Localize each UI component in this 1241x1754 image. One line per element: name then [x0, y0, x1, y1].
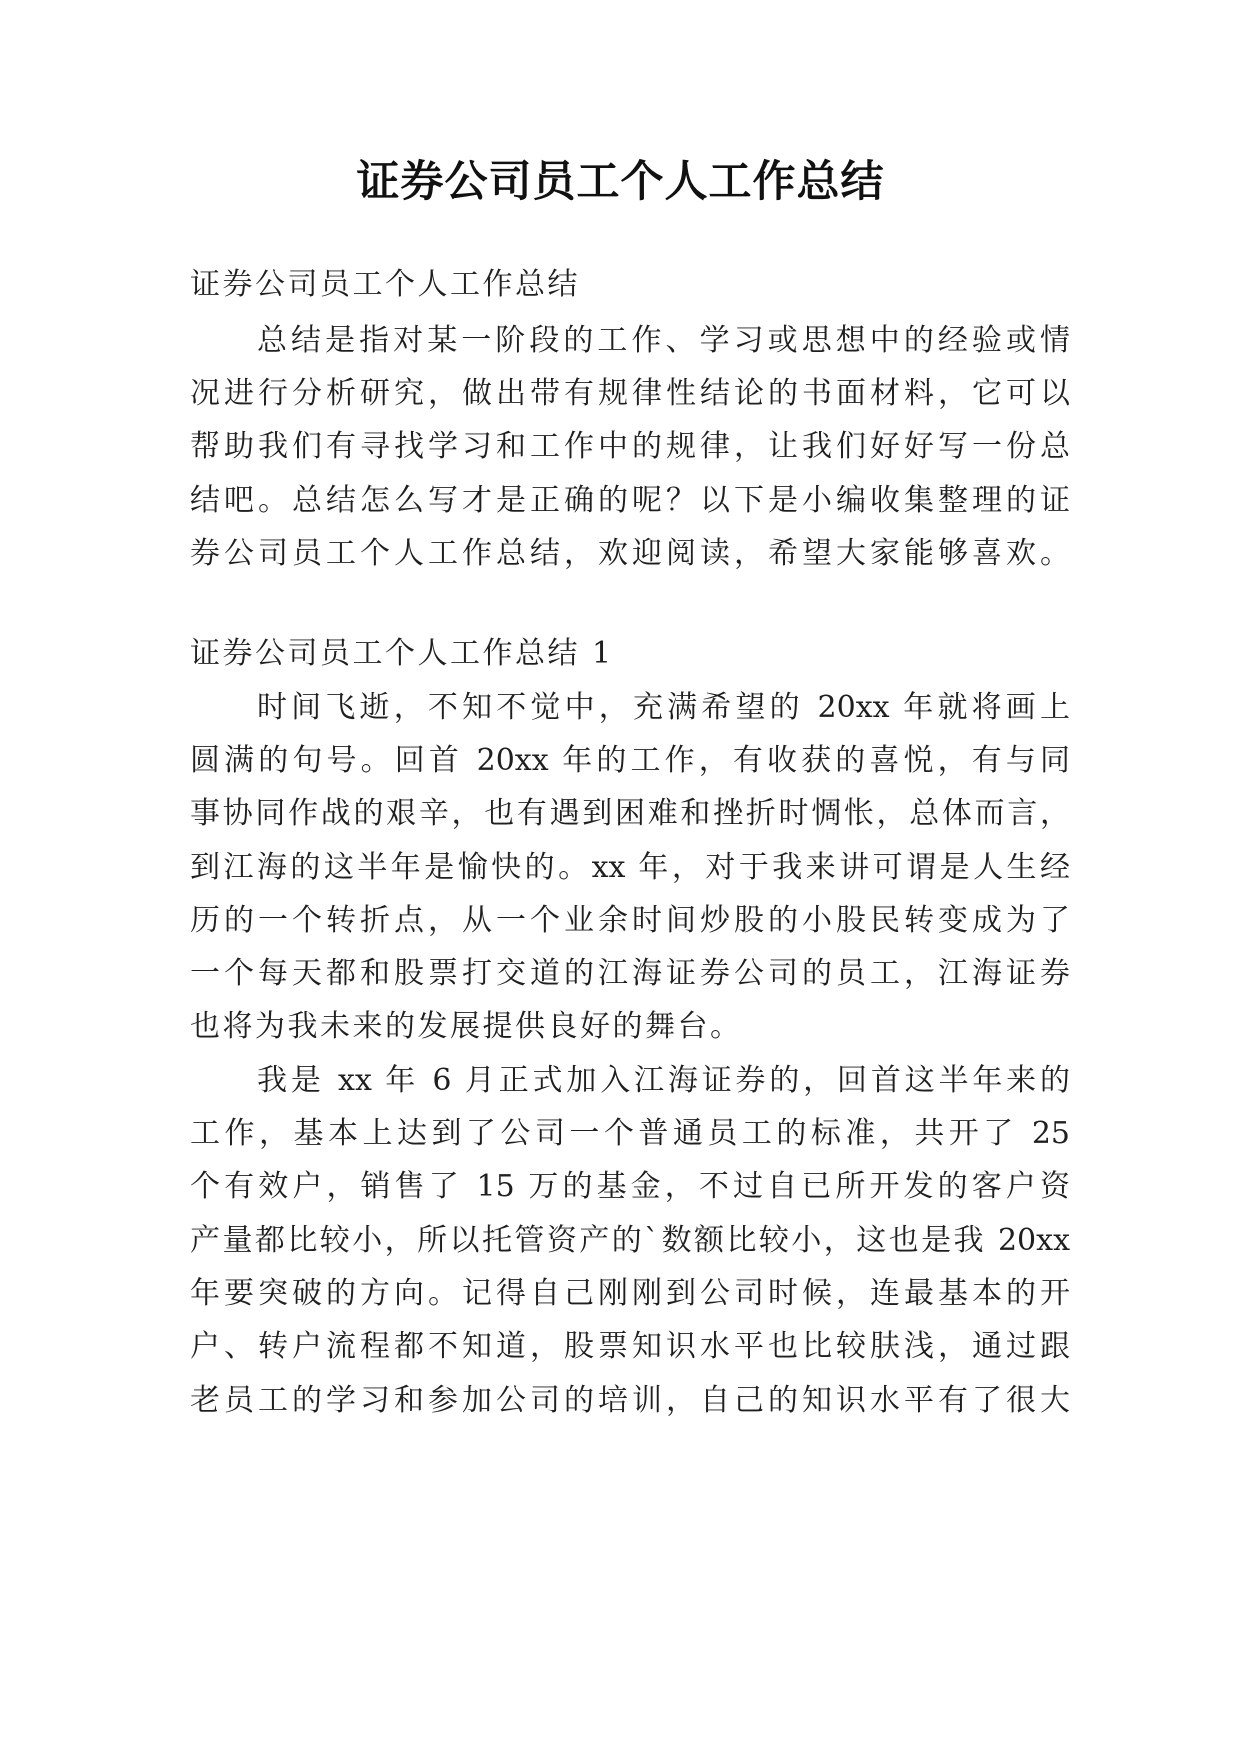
- section1-para2-line-1: 我是 xx 年 6 月正式加入江海证券的，回首这半年来的: [257, 1063, 1070, 1098]
- section1-para2-line-3: 个有效户，销售了 15 万的基金，不过自已所开发的客户资: [190, 1169, 1070, 1204]
- section1-para1-line-1: 时间飞逝，不知不觉中，充满希望的 20xx 年就将画上: [257, 690, 1070, 725]
- section1-para2-line-2: 工作，基本上达到了公司一个普通员工的标准，共开了 25: [190, 1116, 1070, 1151]
- document-title: 证券公司员工个人工作总结: [356, 157, 885, 207]
- section1-para1-line-5: 历的一个转折点，从一个业余时间炒股的小股民转变成为了: [190, 903, 1070, 938]
- section1-para2-line-4: 产量都比较小，所以托管资产的`数额比较小，这也是我 20xx: [190, 1223, 1070, 1258]
- intro-line-4: 结吧。总结怎么写才是正确的呢？以下是小编收集整理的证: [190, 483, 1070, 518]
- intro-line-2: 况进行分析研究，做出带有规律性结论的书面材料，它可以: [190, 376, 1070, 411]
- section1-para2-line-7: 老员工的学习和参加公司的培训，自己的知识水平有了很大: [190, 1383, 1070, 1418]
- section1-para1-line-4: 到江海的这半年是愉快的。xx 年，对于我来讲可谓是人生经: [190, 850, 1070, 885]
- section1-para1-line-7: 也将为我未来的发展提供良好的舞台。: [190, 1009, 743, 1044]
- intro-line-1: 总结是指对某一阶段的工作、学习或思想中的经验或情: [257, 323, 1070, 358]
- section1-para1-line-6: 一个每天都和股票打交道的江海证券公司的员工，江海证券: [190, 956, 1070, 991]
- intro-line-3: 帮助我们有寻找学习和工作中的规律，让我们好好写一份总: [190, 429, 1070, 464]
- intro-line-5: 券公司员工个人工作总结，欢迎阅读，希望大家能够喜欢。: [190, 536, 1070, 571]
- section1-para2-line-5: 年要突破的方向。记得自己刚刚到公司时候，连最基本的开: [190, 1276, 1070, 1311]
- section1-heading: 证券公司员工个人工作总结 1: [190, 636, 614, 671]
- section1-para1-line-2: 圆满的句号。回首 20xx 年的工作，有收获的喜悦，有与同: [190, 743, 1070, 778]
- section1-para2-line-6: 户、转户流程都不知道，股票知识水平也比较肤浅，通过跟: [190, 1329, 1070, 1364]
- intro-heading: 证券公司员工个人工作总结: [190, 267, 580, 302]
- section1-para1-line-3: 事协同作战的艰辛，也有遇到困难和挫折时惆怅，总体而言，: [190, 796, 1070, 831]
